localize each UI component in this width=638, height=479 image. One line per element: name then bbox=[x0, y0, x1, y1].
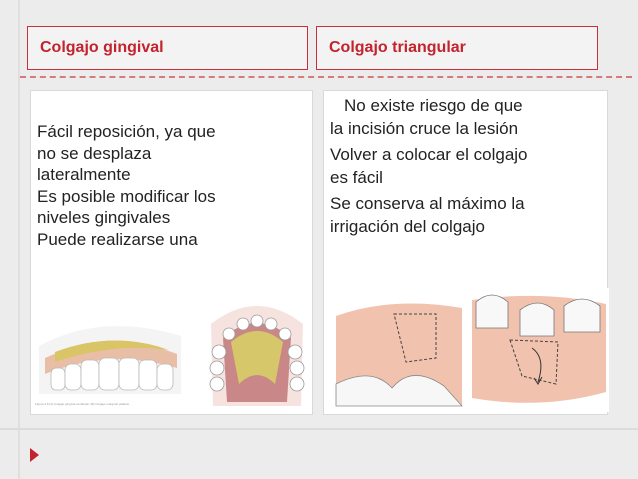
right-text-block bbox=[330, 95, 606, 238]
triangular-flap-illustration bbox=[332, 288, 609, 412]
header-right-label: Colgajo triangular bbox=[329, 39, 466, 56]
header-colgajo-triangular bbox=[316, 26, 598, 70]
gingival-flap-illustration bbox=[31, 294, 312, 414]
content-right bbox=[323, 90, 608, 415]
header-colgajo-gingival bbox=[27, 26, 308, 70]
left-line: Es posible modificar los bbox=[37, 186, 216, 206]
content-left bbox=[30, 90, 313, 415]
left-line: lateralmente bbox=[37, 165, 131, 184]
left-rule bbox=[18, 0, 20, 479]
left-line: Puede realizarse una bbox=[37, 229, 198, 249]
header-left-label: Colgajo gingival bbox=[40, 39, 164, 56]
header-divider bbox=[20, 76, 632, 78]
play-triangle-icon[interactable] bbox=[30, 448, 39, 462]
right-line: la incisión cruce la lesión bbox=[330, 118, 519, 138]
left-text-block bbox=[37, 121, 307, 250]
left-line: niveles gingivales bbox=[37, 208, 171, 227]
figure-caption: Figura 4.8 (A) Colgajo gingival vestibular. (B) Colgajo marginal palatino. bbox=[35, 402, 131, 406]
right-line: No existe riesgo de que bbox=[344, 96, 523, 115]
right-line: Se conserva al máximo la bbox=[330, 194, 525, 213]
right-line: es fácil bbox=[330, 167, 383, 187]
left-line: Fácil reposición, ya que bbox=[37, 122, 216, 141]
right-line: irrigación del colgajo bbox=[330, 216, 485, 236]
right-line: Volver a colocar el colgajo bbox=[330, 145, 528, 164]
left-line: no se desplaza bbox=[37, 143, 152, 163]
footer-rule bbox=[0, 428, 638, 430]
